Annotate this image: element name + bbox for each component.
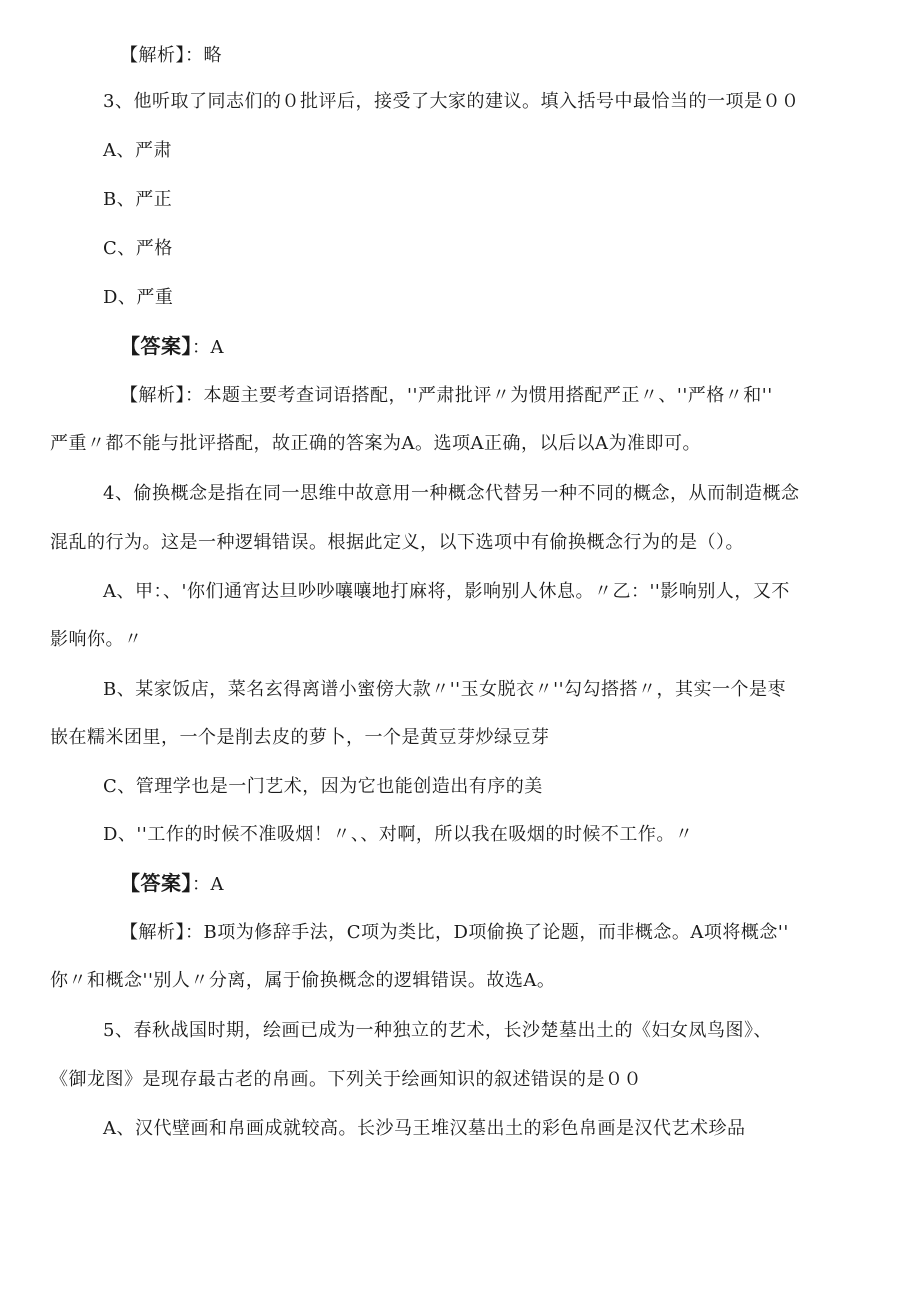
analysis-line-q2: 【解析】：略 [120, 45, 222, 66]
question-4-option-b-line-1: B、某家饭店，菜名玄得离谱小蜜傍大款〃''玉女脱衣〃''勾勾搭搭〃，其实一个是枣 [103, 679, 787, 700]
answer-value: ：A [192, 874, 224, 895]
question-3-text: 3、他听取了同志们的０批评后，接受了大家的建议。填入括号中最恰当的一项是００ [103, 91, 800, 112]
question-4-option-d: D、''工作的时候不准吸烟！〃、、对啊，所以我在吸烟的时候不工作。〃 [103, 824, 694, 845]
question-5-option-a: A、汉代壁画和帛画成就较高。长沙马王堆汉墓出土的彩色帛画是汉代艺术珍品 [103, 1118, 746, 1139]
question-4-option-a-line-2: 影响你。〃 [50, 629, 143, 650]
question-5-text-line-1: 5、春秋战国时期，绘画已成为一种独立的艺术，长沙楚墓出土的《妇女凤鸟图》、 [103, 1020, 772, 1041]
question-3-option-a: A、严肃 [103, 140, 172, 161]
answer-label: 【答案】 [120, 871, 192, 895]
question-3-option-b: B、严正 [103, 189, 173, 210]
question-5-text-line-2: 《御龙图》是现存最古老的帛画。下列关于绘画知识的叙述错误的是００ [50, 1069, 642, 1090]
question-4-analysis-line-1: 【解析】：B项为修辞手法，C项为类比，D项偷换了论题，而非概念。A项将概念'' [120, 922, 789, 943]
question-3-option-c: C、严格 [103, 238, 173, 259]
question-4-option-c: C、管理学也是一门艺术，因为它也能创造出有序的美 [103, 776, 543, 797]
answer-value: ：A [192, 337, 224, 358]
question-3-answer [120, 334, 224, 360]
question-4-analysis-line-2: 你〃和概念''别人〃分离，属于偷换概念的逻辑错误。故选A。 [50, 970, 556, 991]
question-4-answer [120, 871, 224, 897]
question-4-option-b-line-2: 嵌在糯米团里，一个是削去皮的萝卜，一个是黄豆芽炒绿豆芽 [50, 727, 550, 748]
question-4-text-line-2: 混乱的行为。这是一种逻辑错误。根据此定义，以下选项中有偷换概念行为的是（）。 [50, 532, 744, 553]
question-3-option-d: D、严重 [103, 287, 174, 308]
question-4-option-a-line-1: A、甲：、'你们通宵达旦吵吵嚷嚷地打麻将，影响别人休息。〃乙：''影响别人，又不 [103, 581, 790, 602]
question-3-analysis-line-2: 严重〃都不能与批评搭配，故正确的答案为A。选项A正确，以后以A为准即可。 [50, 433, 701, 454]
answer-label: 【答案】 [120, 334, 192, 358]
question-3-analysis-line-1: 【解析】：本题主要考查词语搭配，''严肃批评〃为惯用搭配严正〃、''严格〃和'' [120, 385, 773, 406]
question-4-text-line-1: 4、偷换概念是指在同一思维中故意用一种概念代替另一种不同的概念，从而制造概念 [103, 483, 800, 504]
